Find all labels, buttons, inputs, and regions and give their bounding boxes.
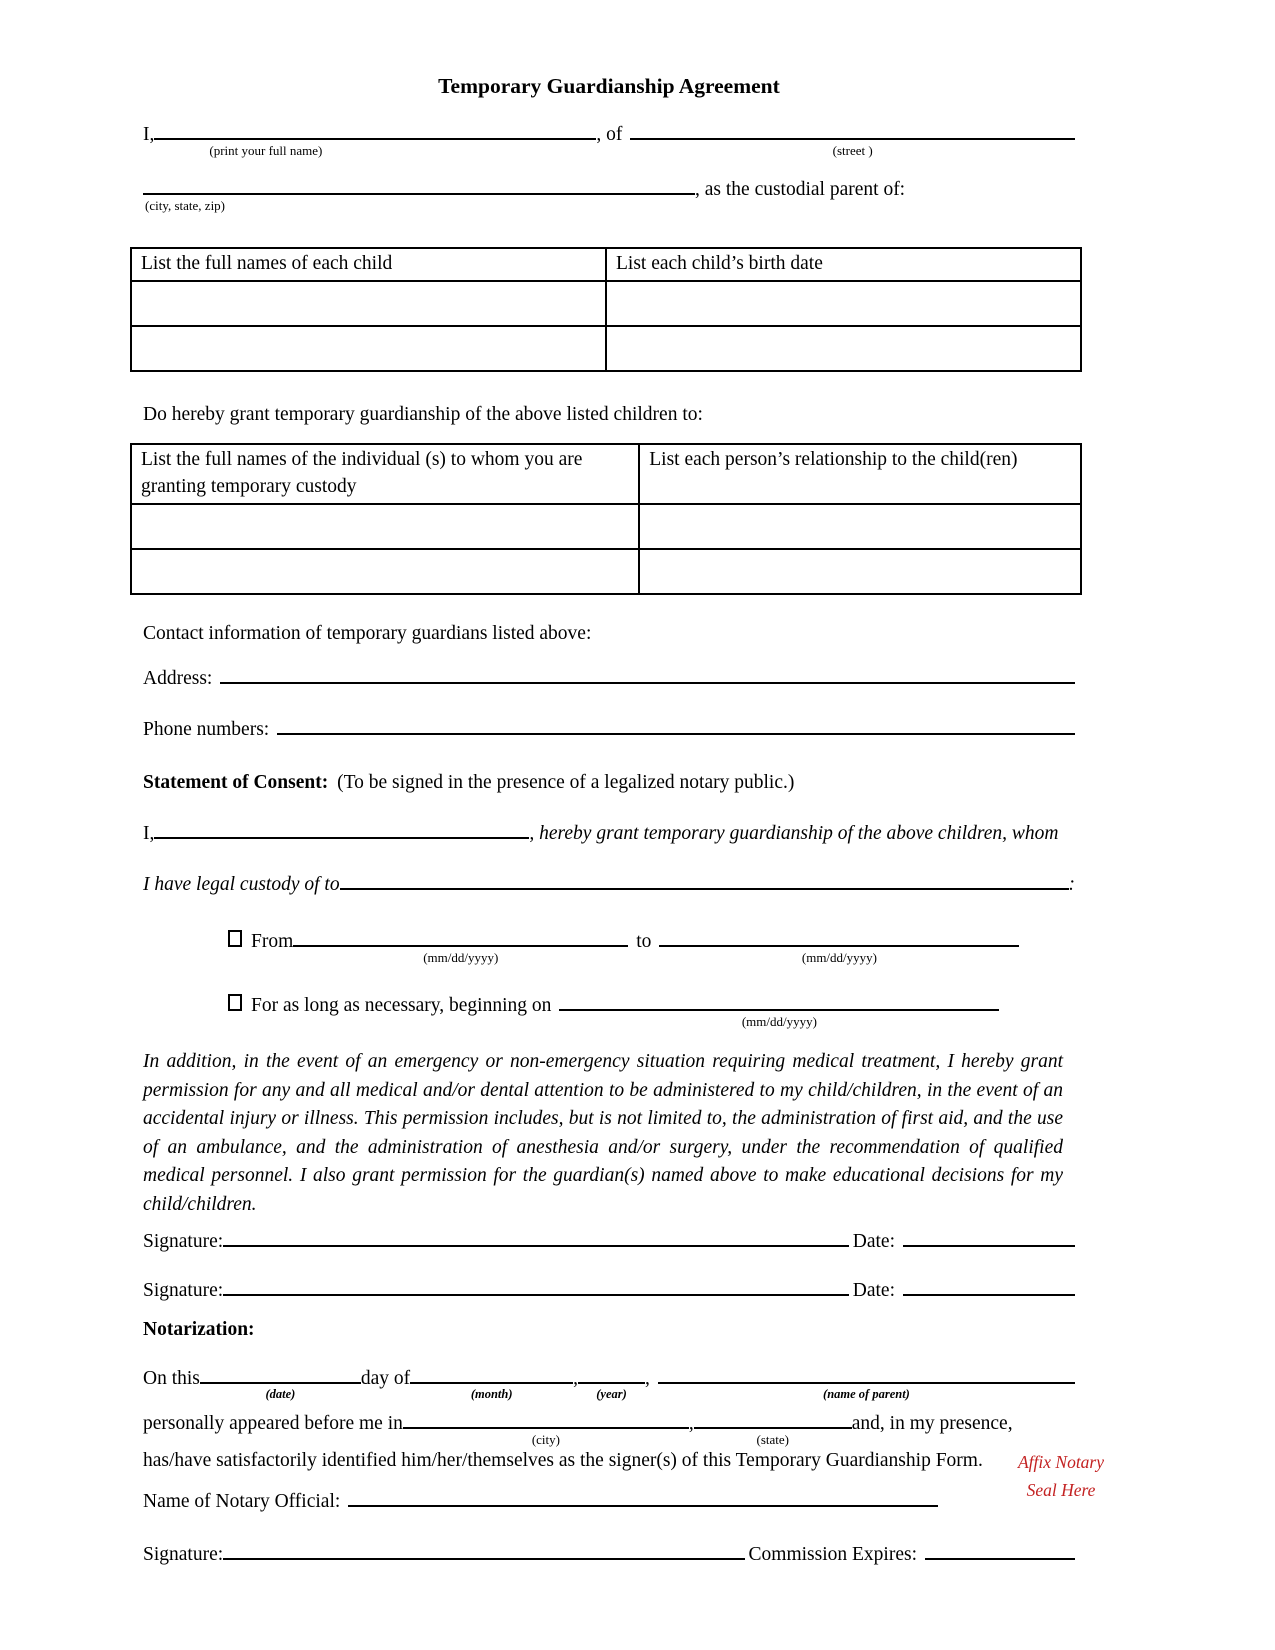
notarization-heading: Notarization:	[143, 1319, 255, 1341]
parent-name-hint: (name of parent)	[823, 1387, 910, 1402]
city-hint: (city)	[531, 1431, 560, 1447]
open-ended-row	[228, 993, 1075, 1030]
open-ended-label: For as long as necessary, beginning on	[251, 995, 552, 1017]
notary-day-blank[interactable]	[200, 1382, 361, 1402]
consent-name-row	[143, 821, 1075, 848]
notary-signature-row	[143, 1542, 1075, 1569]
guardians-table	[130, 443, 1082, 595]
notary-name-row	[143, 1489, 1075, 1516]
custodial-parent-label: , as the custodial parent of:	[695, 178, 906, 200]
date-blank[interactable]	[903, 1245, 1075, 1247]
notary-seal-line2: Seal Here	[1026, 1480, 1096, 1500]
address-label: Address:	[143, 668, 213, 689]
city-state-zip-row	[143, 177, 1075, 213]
phone-label: Phone numbers:	[143, 718, 270, 740]
custody-clause: I have legal custody of to	[143, 873, 340, 895]
guardian-name-cell[interactable]	[131, 549, 639, 594]
notary-seal-note	[1002, 1448, 1120, 1504]
notary-seal-line1: Affix Notary	[1017, 1452, 1105, 1472]
child-name-cell[interactable]	[131, 326, 606, 371]
identified-statement: has/have satisfactorily identified him/her/themselves as the signer(s) of this Temporary Guardianship Form.	[143, 1449, 983, 1471]
guardian-relationship-cell[interactable]	[639, 549, 1081, 594]
notary-name-blank[interactable]	[348, 1505, 938, 1507]
consent-i-label: I,	[143, 822, 155, 844]
guardians-name-header: List the full names of the individual (s) to whom you are granting temporary custody	[131, 444, 639, 504]
address-blank[interactable]	[220, 682, 1075, 684]
notary-year-blank[interactable]	[578, 1382, 645, 1402]
comma-separator: ,	[645, 1368, 650, 1390]
page-title: Temporary Guardianship Agreement	[438, 74, 780, 98]
from-date-format-hint: (mm/dd/yyyy)	[423, 949, 499, 965]
from-label: From	[251, 930, 294, 952]
beginning-date-blank[interactable]	[559, 1009, 999, 1030]
city-state-zip-hint: (city, state, zip)	[145, 197, 226, 213]
notary-parent-name-blank[interactable]	[658, 1382, 1075, 1402]
child-dob-cell[interactable]	[606, 281, 1081, 326]
i-label: I,	[143, 123, 155, 145]
to-label: to	[636, 930, 652, 952]
consent-grant-clause: , hereby grant temporary guardianship of the above children, whom	[529, 822, 1059, 844]
child-dob-cell[interactable]	[606, 326, 1081, 371]
consent-heading-note: (To be signed in the presence of a legalized notary public.)	[337, 771, 795, 793]
guardian-relationship-cell[interactable]	[639, 504, 1081, 549]
children-table-row	[131, 281, 1081, 326]
contact-heading: Contact information of temporary guardians listed above:	[143, 623, 592, 645]
date-hint: (date)	[265, 1387, 296, 1402]
open-ended-checkbox[interactable]	[228, 994, 242, 1011]
consent-heading	[143, 770, 1075, 797]
notary-signature-blank[interactable]	[223, 1558, 744, 1560]
guardian-name-cell[interactable]	[131, 504, 639, 549]
custody-colon: :	[1068, 873, 1075, 895]
period-range-checkbox[interactable]	[228, 930, 242, 947]
signature-blank[interactable]	[223, 1294, 849, 1296]
date-label: Date:	[852, 1231, 895, 1253]
signature-label: Signature:	[143, 1231, 224, 1253]
signature-label: Signature:	[143, 1280, 224, 1302]
notary-city-blank[interactable]	[403, 1427, 689, 1447]
street-hint: (street )	[832, 142, 873, 158]
grant-statement: Do hereby grant temporary guardianship of the above listed children to:	[143, 404, 703, 426]
signature-row-1	[143, 1229, 1075, 1256]
to-date-blank[interactable]	[659, 945, 1019, 965]
beginning-date-format-hint: (mm/dd/yyyy)	[741, 1014, 817, 1030]
custody-row	[143, 872, 1075, 899]
children-dob-header: List each child’s birth date	[606, 248, 1081, 281]
children-table	[130, 247, 1082, 372]
comma-separator: ,	[688, 1412, 694, 1434]
guardians-relationship-header: List each person’s relationship to the child(ren)	[639, 444, 1081, 504]
comma-separator: ,	[573, 1368, 579, 1390]
on-this-label: On this	[143, 1368, 200, 1390]
notary-date-row	[143, 1366, 1075, 1402]
state-hint: (state)	[756, 1431, 790, 1447]
presence-label: and, in my presence,	[851, 1412, 1013, 1434]
print-name-hint: (print your full name)	[209, 142, 323, 158]
city-state-zip-blank[interactable]	[143, 193, 695, 213]
period-range-row	[228, 929, 1075, 965]
of-label: , of	[596, 123, 623, 145]
consent-name-blank[interactable]	[154, 837, 529, 839]
custody-guardians-blank[interactable]	[340, 888, 1069, 890]
month-hint: (month)	[470, 1387, 513, 1402]
year-hint: (year)	[596, 1387, 627, 1402]
notary-month-blank[interactable]	[410, 1382, 573, 1402]
day-of-label: day of	[360, 1368, 411, 1390]
children-table-row	[131, 326, 1081, 371]
commission-label: Commission Expires:	[748, 1543, 917, 1565]
from-date-blank[interactable]	[293, 945, 628, 965]
street-blank[interactable]	[630, 138, 1075, 158]
children-table-header-row	[131, 248, 1081, 281]
child-name-cell[interactable]	[131, 281, 606, 326]
appeared-label: personally appeared before me in	[143, 1412, 403, 1434]
guardians-table-header-row	[131, 444, 1081, 504]
date-label: Date:	[852, 1280, 895, 1302]
notary-signature-label: Signature:	[143, 1543, 224, 1565]
to-date-format-hint: (mm/dd/yyyy)	[801, 949, 877, 965]
phone-blank[interactable]	[277, 733, 1075, 735]
commission-date-blank[interactable]	[925, 1558, 1075, 1560]
notary-name-label: Name of Notary Official:	[143, 1490, 341, 1512]
medical-consent-paragraph: In addition, in the event of an emergency or non-emergency situation requiring medical treatment, I hereby grant permission for any and all medical and/or dental attention to be administered to my child/children, in the event of an accidental injury or illness. This permission includes, but is not limited to, the administration of first aid, and the use of an ambulance, and the administration of anesthesia and/or surgery, under the recommendation of qualified medical personnel. I also grant permission for the guardian(s) named above to make educational decisions for my child/children.	[143, 1051, 1063, 1215]
date-blank[interactable]	[903, 1294, 1075, 1296]
parent-full-name-blank[interactable]	[154, 138, 596, 158]
address-row	[143, 666, 1075, 693]
consent-heading-label: Statement of Consent:	[143, 771, 329, 793]
notary-state-blank[interactable]	[694, 1427, 852, 1447]
phone-row	[143, 717, 1075, 744]
notary-location-row	[143, 1411, 1075, 1447]
parent-name-street-row	[143, 122, 1075, 158]
signature-row-2	[143, 1278, 1075, 1305]
guardians-table-row	[131, 504, 1081, 549]
guardians-table-row	[131, 549, 1081, 594]
signature-blank[interactable]	[223, 1245, 849, 1247]
children-name-header: List the full names of each child	[131, 248, 606, 281]
